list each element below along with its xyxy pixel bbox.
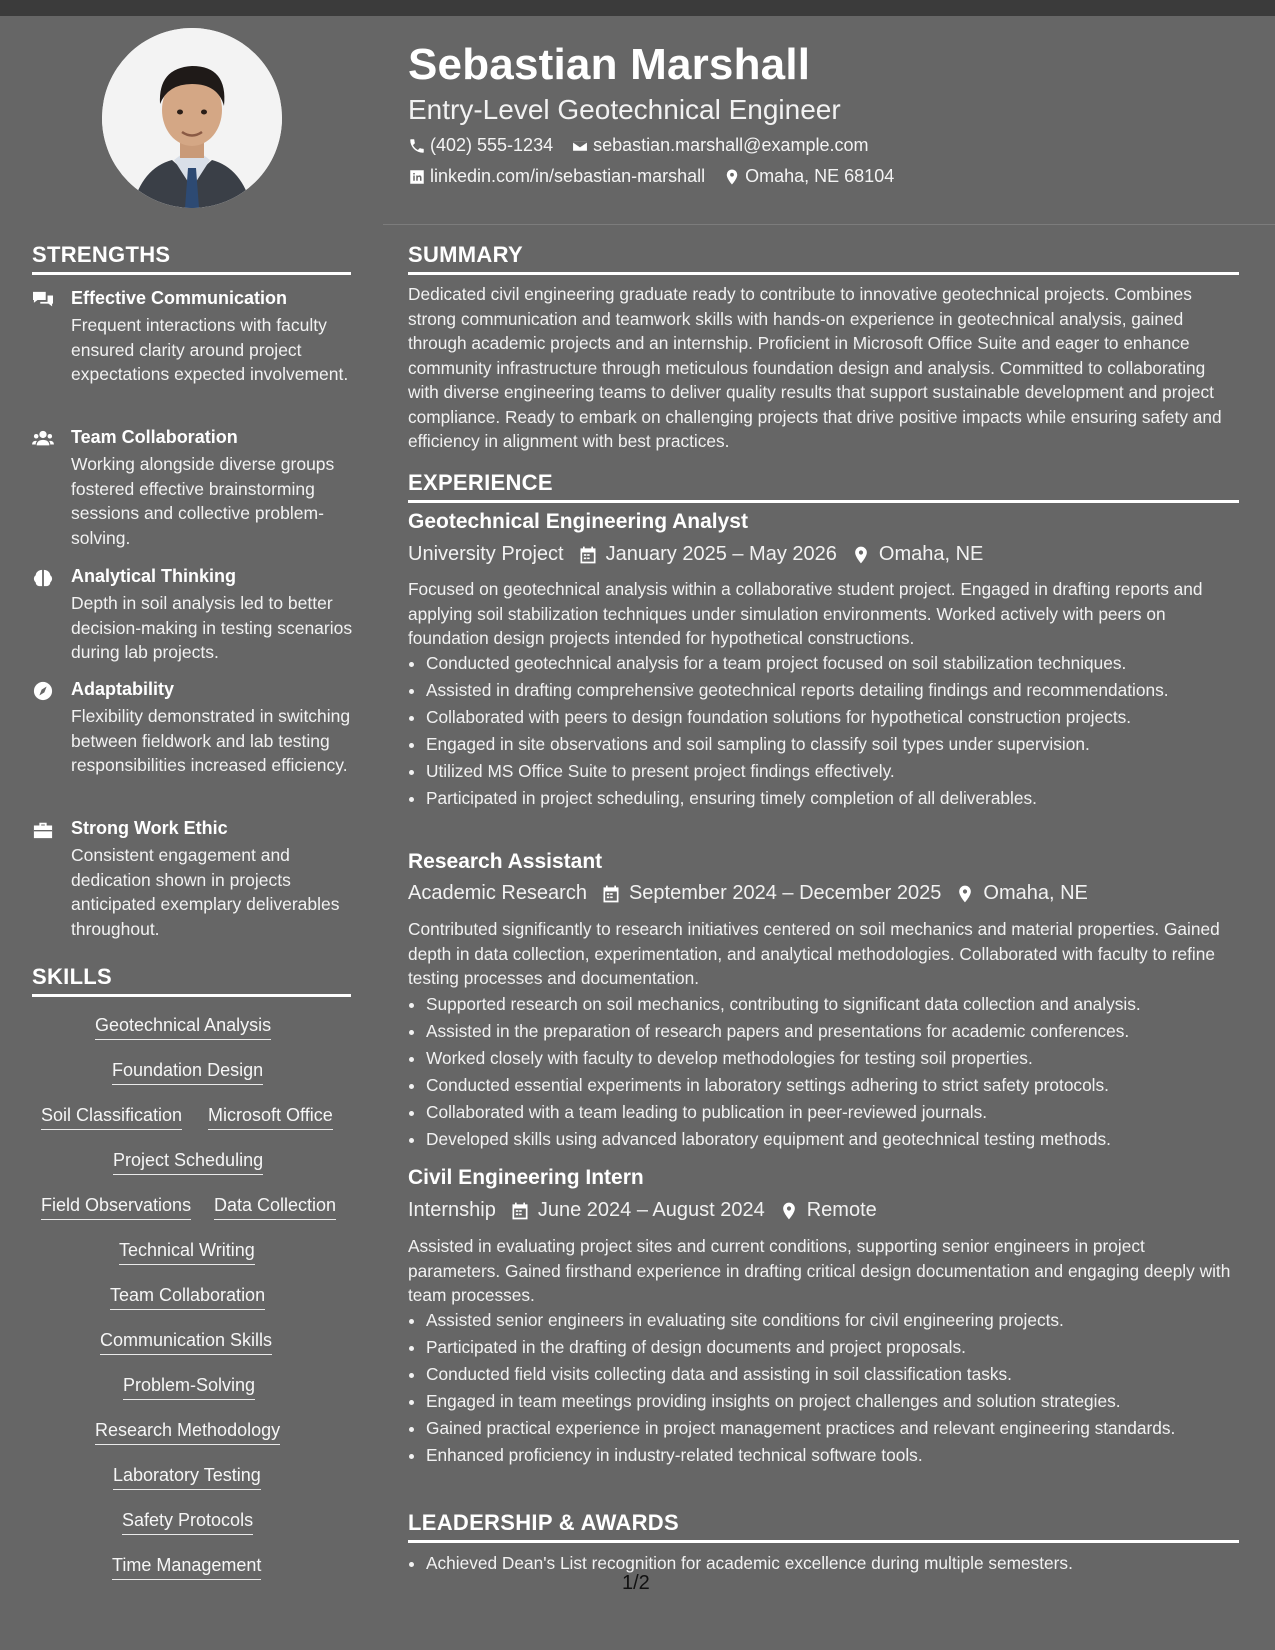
skill-tag: Data Collection bbox=[214, 1194, 336, 1220]
skills-heading: SKILLS bbox=[32, 964, 351, 997]
skill-tag: Safety Protocols bbox=[122, 1509, 253, 1535]
job-bullet: • Enhanced proficiency in industry-related technical software tools. bbox=[426, 1443, 1258, 1468]
skill-tag: Team Collaboration bbox=[110, 1284, 265, 1310]
job-location: Remote bbox=[806, 1199, 877, 1221]
job-bullets bbox=[408, 651, 1258, 813]
job-bullet: • Conducted field visits collecting data and assisting in soil classification tasks. bbox=[426, 1362, 1258, 1387]
users-icon bbox=[32, 429, 54, 449]
job-title: Civil Engineering Intern bbox=[408, 1166, 644, 1189]
job-description: Focused on geotechnical analysis within a collaborative student project. Engaged in drafting reports and applying soil stabilization techniques under simulation environments. Worked actively with peers on foundation design projects intended for hypothetical constructions. bbox=[408, 579, 1203, 648]
calendar-icon bbox=[578, 545, 598, 565]
email-contact[interactable] bbox=[571, 135, 868, 156]
job-bullet: • Collaborated with a team leading to publication in peer-reviewed journals. bbox=[426, 1100, 1258, 1125]
strengths-heading: STRENGTHS bbox=[32, 242, 351, 275]
job-bullet: • Conducted geotechnical analysis for a team project focused on soil stabilization techniques. bbox=[426, 651, 1258, 676]
job-bullet: • Gained practical experience in project management practices and relevant engineering standards. bbox=[426, 1416, 1258, 1441]
location-contact bbox=[723, 166, 894, 187]
job-bullet: • Developed skills using advanced laboratory equipment and geotechnical testing methods. bbox=[426, 1127, 1258, 1152]
skill-tag: Communication Skills bbox=[100, 1329, 272, 1355]
job-dates: January 2025 – May 2026 bbox=[605, 543, 837, 565]
job-location: Omaha, NE bbox=[983, 882, 1088, 904]
job-bullet: • Assisted senior engineers in evaluating site conditions for civil engineering projects. bbox=[426, 1308, 1258, 1333]
strength-desc: Depth in soil analysis led to better decision-making in testing scenarios during lab projects. bbox=[71, 593, 353, 662]
profile-photo bbox=[102, 28, 282, 208]
briefcase-icon bbox=[32, 820, 54, 840]
job-bullet: • Utilized MS Office Suite to present project findings effectively. bbox=[426, 759, 1258, 784]
skill-tag: Project Scheduling bbox=[113, 1149, 263, 1175]
map-marker-icon bbox=[779, 1201, 799, 1221]
skill-tag: Geotechnical Analysis bbox=[95, 1014, 271, 1040]
job-bullet: • Participated in project scheduling, ensuring timely completion of all deliverables. bbox=[426, 786, 1258, 811]
phone-text: (402) 555-1234 bbox=[430, 135, 554, 155]
job-bullet: • Engaged in team meetings providing insights on project challenges and solution strategies. bbox=[426, 1389, 1258, 1414]
skill-tag: Time Management bbox=[112, 1554, 261, 1580]
contact-row-1 bbox=[408, 135, 886, 156]
job-bullet: • Assisted in the preparation of research papers and presentations for academic conferences. bbox=[426, 1019, 1258, 1044]
strength-title: Adaptability bbox=[71, 679, 175, 699]
leadership-bullet: • Achieved Dean's List recognition for academic excellence during multiple semesters. bbox=[426, 1551, 1258, 1576]
skill-tag: Problem-Solving bbox=[123, 1374, 255, 1400]
job-bullet: • Conducted essential experiments in laboratory settings adhering to strict safety protocols. bbox=[426, 1073, 1258, 1098]
job-bullet: • Collaborated with peers to design foundation solutions for hypothetical construction projects. bbox=[426, 705, 1258, 730]
job-title: Geotechnical Engineering Analyst bbox=[408, 510, 748, 533]
linkedin-icon bbox=[408, 168, 426, 186]
skill-tag: Microsoft Office bbox=[208, 1104, 333, 1130]
header-divider bbox=[383, 224, 1275, 225]
leadership-heading: LEADERSHIP & AWARDS bbox=[408, 1510, 1239, 1543]
comments-icon bbox=[32, 290, 54, 310]
linkedin-text: linkedin.com/in/sebastian-marshall bbox=[430, 166, 706, 186]
strength-desc: Frequent interactions with faculty ensured clarity around project expectations expected involvement. bbox=[71, 315, 349, 384]
map-marker-icon bbox=[851, 545, 871, 565]
job-org: University Project bbox=[408, 543, 564, 565]
job-org: Academic Research bbox=[408, 882, 587, 904]
job-description: Contributed significantly to research initiatives centered on soil mechanics and material properties. Gained depth in data collection, experimentation, and analytical methodologies. Collaborated with faculty to refine testing processes and documentation. bbox=[408, 919, 1220, 988]
job-dates: September 2024 – December 2025 bbox=[628, 882, 942, 904]
job-location: Omaha, NE bbox=[878, 543, 984, 565]
strength-desc: Working alongside diverse groups fostered effective brainstorming sessions and collective problem-solving. bbox=[71, 454, 335, 548]
skill-tag: Laboratory Testing bbox=[113, 1464, 261, 1490]
email-text: sebastian.marshall@example.com bbox=[593, 135, 869, 155]
job-bullet: • Supported research on soil mechanics, contributing to significant data collection and analysis. bbox=[426, 992, 1258, 1017]
summary-text: Dedicated civil engineering graduate ready to contribute to innovative geotechnical projects. Combines strong communication and teamwork skills with hands-on experience in geotechnical analysis, gained through academic projects and an internship. Proficient in Microsoft Office Suite and eager to enhance community infrastructure through meticulous foundation design and analysis. Committed to collaborating with diverse engineering teams to deliver quality results that support sustainable development and project compliance. Ready to embark on challenging projects that drive positive impacts while ensuring safety and efficiency in alignment with best practices. bbox=[408, 284, 1222, 451]
job-bullets bbox=[408, 1308, 1258, 1470]
job-meta bbox=[408, 882, 1088, 905]
location-text: Omaha, NE 68104 bbox=[745, 166, 895, 186]
strength-title: Analytical Thinking bbox=[71, 566, 237, 586]
job-meta bbox=[408, 543, 983, 566]
skill-tag: Field Observations bbox=[41, 1194, 191, 1220]
strength-title: Strong Work Ethic bbox=[71, 818, 228, 838]
job-bullet: • Worked closely with faculty to develop methodologies for testing soil properties. bbox=[426, 1046, 1258, 1071]
skill-tag: Foundation Design bbox=[112, 1059, 263, 1085]
job-org: Internship bbox=[408, 1199, 496, 1221]
job-bullet: • Assisted in drafting comprehensive geotechnical reports detailing findings and recommendations. bbox=[426, 678, 1258, 703]
phone-contact[interactable] bbox=[408, 135, 553, 156]
job-bullets bbox=[408, 992, 1258, 1154]
strength-desc: Consistent engagement and dedication shown in projects anticipated exemplary deliverables throughout. bbox=[71, 845, 340, 939]
linkedin-contact[interactable] bbox=[408, 166, 705, 187]
skill-tag: Technical Writing bbox=[119, 1239, 255, 1265]
portrait-illustration bbox=[102, 28, 282, 208]
candidate-name: Sebastian Marshall bbox=[408, 40, 811, 89]
job-bullet: • Participated in the drafting of design documents and project proposals. bbox=[426, 1335, 1258, 1360]
skill-tag: Soil Classification bbox=[41, 1104, 182, 1130]
map-marker-icon bbox=[723, 168, 741, 186]
brain-icon bbox=[32, 568, 54, 588]
map-marker-icon bbox=[955, 884, 975, 904]
contact-row-2 bbox=[408, 166, 912, 187]
job-dates: June 2024 – August 2024 bbox=[537, 1199, 765, 1221]
phone-icon bbox=[408, 137, 426, 155]
email-icon bbox=[571, 137, 589, 155]
job-meta bbox=[408, 1199, 877, 1222]
strength-desc: Flexibility demonstrated in switching between fieldwork and lab testing responsibilities increased efficiency. bbox=[71, 706, 351, 775]
page-top-bar bbox=[0, 0, 1275, 16]
skill-tag: Research Methodology bbox=[95, 1419, 280, 1445]
candidate-role: Entry-Level Geotechnical Engineer bbox=[408, 94, 841, 125]
calendar-icon bbox=[601, 884, 621, 904]
compass-icon bbox=[32, 681, 54, 701]
leadership-bullets bbox=[408, 1551, 1258, 1578]
strength-title: Team Collaboration bbox=[71, 427, 238, 447]
experience-heading: EXPERIENCE bbox=[408, 470, 1239, 503]
strength-title: Effective Communication bbox=[71, 288, 288, 308]
calendar-icon bbox=[510, 1201, 530, 1221]
job-description: Assisted in evaluating project sites and current conditions, supporting senior engineers in project parameters. Gained firsthand experience in drafting critical design documentation and engaging deeply with team processes. bbox=[408, 1236, 1231, 1305]
job-title: Research Assistant bbox=[408, 850, 603, 873]
job-bullet: • Engaged in site observations and soil sampling to classify soil types under supervision. bbox=[426, 732, 1258, 757]
summary-heading: SUMMARY bbox=[408, 242, 1239, 275]
page-number: 1/2 bbox=[622, 1572, 650, 1594]
